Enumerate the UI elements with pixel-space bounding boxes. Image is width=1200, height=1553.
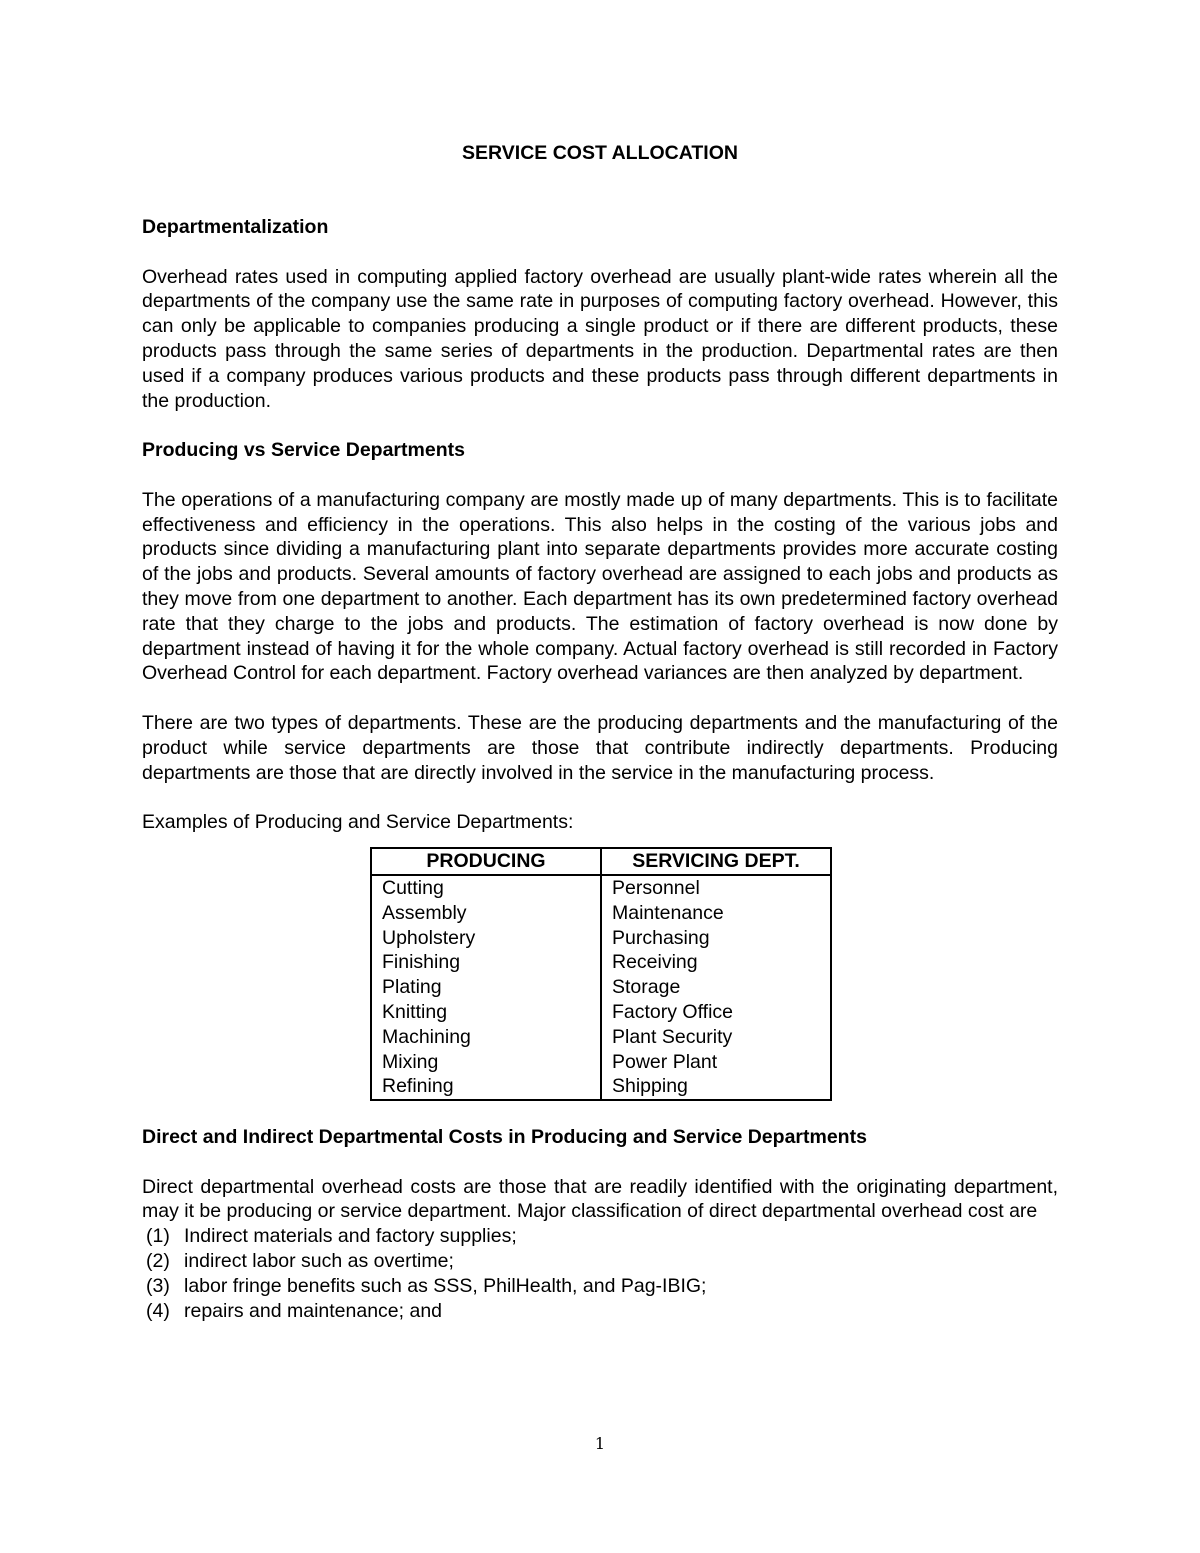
list-item bbox=[146, 1249, 1058, 1274]
servicing-cell: Storage bbox=[612, 976, 681, 999]
direct-indirect-paragraph: Direct departmental overhead costs are those that are readily identified with the originating department, may it be producing or service department. Major classification of direct departmental overhead cost are bbox=[142, 1175, 1058, 1223]
table-header-producing: PRODUCING bbox=[371, 848, 601, 875]
list-item-number: (4) bbox=[146, 1299, 170, 1322]
servicing-cell: Plant Security bbox=[612, 1025, 733, 1048]
list-item-number: (1) bbox=[146, 1225, 170, 1248]
servicing-cell: Shipping bbox=[612, 1075, 688, 1098]
table-header-row bbox=[371, 848, 831, 875]
list-item bbox=[146, 1274, 1058, 1299]
list-item bbox=[146, 1224, 1058, 1249]
producing-cell: Mixing bbox=[371, 1050, 601, 1075]
page-number: 1 bbox=[594, 1434, 606, 1453]
departments-table bbox=[370, 847, 832, 1101]
producing-vs-service-paragraph-2: There are two types of departments. These are the producing departments and the manufacturing of the product while service departments are those that contribute indirectly departments. Producing departments are those that are directly involved in the service in the manufacturing process. bbox=[142, 711, 1058, 784]
list-item-text: labor fringe benefits such as SSS, PhilHealth, and Pag-IBIG; bbox=[184, 1274, 707, 1297]
producing-cell: Finishing bbox=[371, 950, 601, 975]
section-heading-departmentalization: Departmentalization bbox=[142, 216, 329, 238]
producing-cell: Refining bbox=[371, 1074, 601, 1100]
document-title: SERVICE COST ALLOCATION bbox=[462, 142, 738, 164]
table-row bbox=[371, 901, 831, 926]
list-item-number: (2) bbox=[146, 1250, 170, 1273]
table-row bbox=[371, 926, 831, 951]
document-body bbox=[142, 140, 1058, 1323]
table-row bbox=[371, 1074, 831, 1100]
producing-cell: Machining bbox=[371, 1025, 601, 1050]
producing-cell: Knitting bbox=[371, 1000, 601, 1025]
list-item bbox=[146, 1299, 1058, 1324]
servicing-cell: Power Plant bbox=[612, 1050, 718, 1073]
list-item-text: repairs and maintenance; and bbox=[184, 1299, 443, 1322]
list-item-text: indirect labor such as overtime; bbox=[184, 1250, 454, 1273]
table-row bbox=[371, 1050, 831, 1075]
producing-cell: Upholstery bbox=[371, 926, 601, 951]
table-row bbox=[371, 975, 831, 1000]
servicing-cell: Receiving bbox=[612, 951, 698, 974]
table-row bbox=[371, 875, 831, 901]
producing-cell: Assembly bbox=[371, 901, 601, 926]
overhead-classification-list bbox=[142, 1224, 1058, 1323]
servicing-cell: Factory Office bbox=[612, 1000, 734, 1023]
list-item-number: (3) bbox=[146, 1274, 170, 1297]
table-row bbox=[371, 1000, 831, 1025]
departmentalization-paragraph: Overhead rates used in computing applied factory overhead are usually plant-wide rates wherein all the departments of the company use the same rate in purposes of computing factory overhead. However, this can only be applicable to companies producing a single product or if there are different products, these products pass through the same series of departments in the production. Departmental rates are then used if a company produces various products and these products pass through different departments in the production. bbox=[142, 265, 1058, 412]
table-header-servicing: SERVICING DEPT. bbox=[601, 848, 831, 875]
producing-vs-service-paragraph-1: The operations of a manufacturing company are mostly made up of many departments. This is to facilitate effectiveness and efficiency in the operations. This also helps in the costing of the various jobs and products since dividing a manufacturing plant into separate departments provides more accurate costing of the jobs and products. Several amounts of factory overhead are assigned to each jobs and products as they move from one department to another. Each department has its own predetermined factory overhead rate that they charge to the jobs and products. The estimation of factory overhead is now done by department instead of having it for the whole company. Actual factory overhead is still recorded in Factory Overhead Control for each department. Factory overhead variances are then analyzed by department. bbox=[142, 488, 1058, 685]
section-heading-direct-indirect: Direct and Indirect Departmental Costs in Producing and Service Departments bbox=[142, 1126, 867, 1149]
section-heading-producing-vs-service: Producing vs Service Departments bbox=[142, 439, 465, 462]
servicing-cell: Purchasing bbox=[612, 926, 710, 949]
producing-cell: Cutting bbox=[371, 875, 601, 901]
table-row bbox=[371, 1025, 831, 1050]
servicing-cell: Maintenance bbox=[612, 901, 724, 924]
table-row bbox=[371, 950, 831, 975]
producing-cell: Plating bbox=[371, 975, 601, 1000]
examples-label: Examples of Producing and Service Departments: bbox=[142, 811, 574, 834]
list-item-text: Indirect materials and factory supplies; bbox=[184, 1225, 517, 1248]
servicing-cell: Personnel bbox=[612, 876, 700, 899]
